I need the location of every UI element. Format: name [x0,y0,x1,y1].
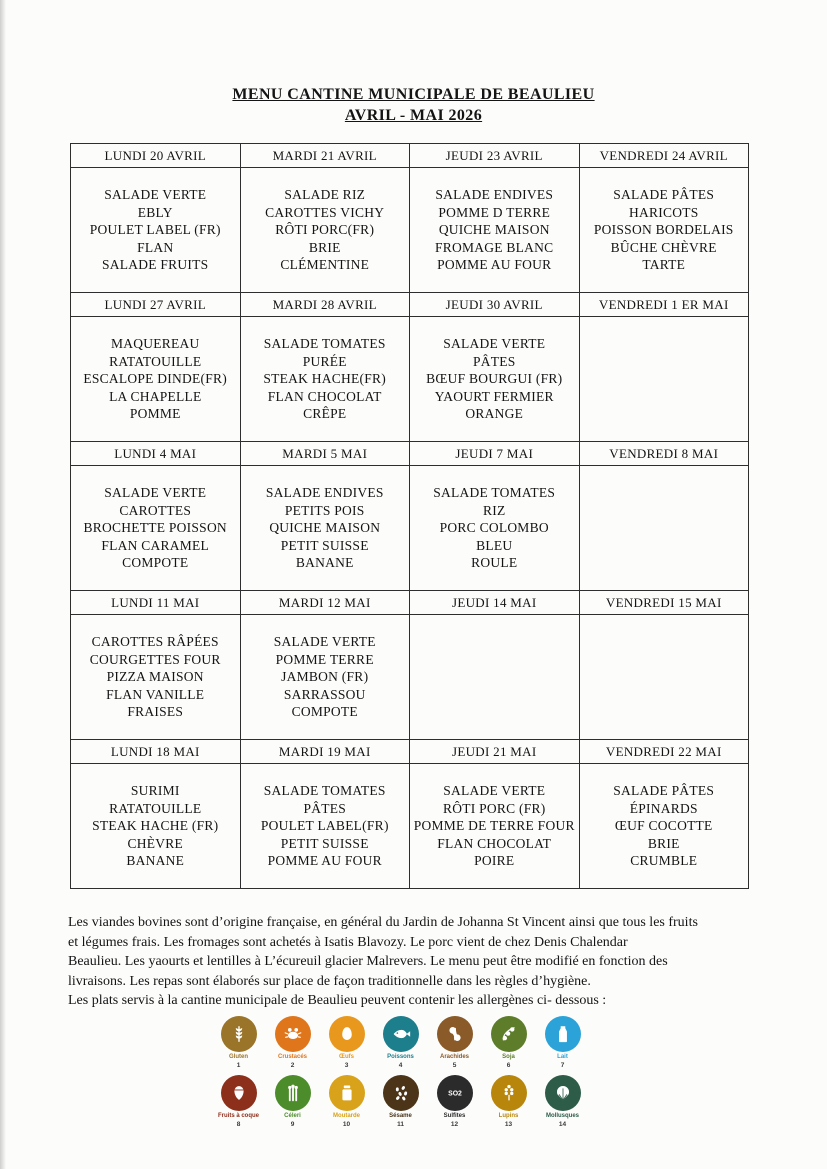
menu-item: PIZZA MAISON [106,669,204,685]
allergen-label: Sésame [389,1113,412,1119]
menu-item: SURIMI [130,783,180,799]
menu-item: CAROTTES RÂPÉES [91,634,219,650]
menu-cell [240,615,410,740]
menu-cell [410,466,580,591]
menu-item: POMME D TERRE [438,204,551,220]
menu-item: SALADE ENDIVES [435,187,554,203]
menu-cell [579,168,749,293]
scan-edge-artifact [0,0,6,1169]
day-header-cell: JEUDI 7 MAI [410,442,580,466]
menu-item: ÉPINARDS [629,800,698,816]
menu-cell [410,615,580,740]
allergen-label: Gluten [229,1054,248,1060]
allergen-number: 9 [290,1121,295,1128]
menu-item: SALADE ENDIVES [265,485,384,501]
allergen-item-1 [212,1016,266,1069]
allergen-label: Mollusques [545,1113,579,1119]
allergen-item-14 [536,1075,590,1128]
allergen-label: Crustacés [277,1054,307,1060]
day-header-cell: LUNDI 4 MAI [71,442,241,466]
menu-item: FLAN CHOCOLAT [267,388,382,404]
menu-item: POULET LABEL (FR) [89,222,221,238]
menu-item: CAROTTES [119,502,192,518]
week-3-menu-row [71,466,749,591]
menu-item: POIRE [474,853,515,869]
menu-item: SALADE PÂTES [613,187,715,203]
shell-icon [545,1075,581,1111]
day-header-cell: VENDREDI 24 AVRIL [579,144,749,168]
menu-item: SALADE TOMATES [263,336,386,352]
allergen-label: Œufs [339,1054,354,1060]
allergen-item-4 [374,1016,428,1069]
menu-item: COMPOTE [122,555,189,571]
menu-item: RATATOUILLE [109,800,202,816]
wheat-icon [221,1016,257,1052]
allergen-item-9 [266,1075,320,1128]
menu-item: FROMAGE BLANC [435,239,554,255]
menu-cell [71,764,241,889]
menu-item: SALADE RIZ [284,187,366,203]
menu-item: CHÈVRE [127,835,183,851]
allergen-item-8 [212,1075,266,1128]
menu-item: CAROTTES VICHY [265,204,385,220]
menu-cell [579,615,749,740]
allergen-number: 12 [450,1121,459,1128]
menu-cell [71,615,241,740]
menu-item: CRUMBLE [630,853,698,869]
menu-item: BRIE [308,239,341,255]
menu-item: CRÊPE [303,406,347,422]
menu-item: COURGETTES FOUR [89,651,221,667]
menu-cell [579,317,749,442]
week-1-menu-row [71,168,749,293]
allergen-number: 14 [558,1121,567,1128]
allergen-label: Céleri [284,1113,301,1119]
allergen-number: 5 [452,1062,457,1069]
allergen-item-7 [536,1016,590,1069]
menu-item: HARICOTS [628,204,699,220]
menu-item: COMPOTE [291,704,358,720]
allergen-number: 4 [398,1062,403,1069]
menu-item: PORC COLOMBO [439,520,549,536]
menu-item: EBLY [137,204,173,220]
week-4-day-header-row [71,591,749,615]
menu-item: BÛCHE CHÈVRE [610,239,717,255]
allergen-label: Lupins [498,1113,519,1119]
menu-item: ROULE [471,555,518,571]
allergen-number: 13 [504,1121,513,1128]
menu-cell [240,168,410,293]
day-header-cell: MARDI 19 MAI [240,740,410,764]
menu-item: FLAN CARAMEL [101,537,210,553]
week-2-menu-row [71,317,749,442]
menu-item: BRIE [647,835,680,851]
menu-table [70,143,749,889]
allergen-label: Soja [502,1054,515,1060]
allergen-number: 11 [397,1121,404,1128]
crab-icon [275,1016,311,1052]
day-header-cell: VENDREDI 22 MAI [579,740,749,764]
menu-item: POMME [129,406,181,422]
menu-cell [579,466,749,591]
allergen-number: 6 [506,1062,511,1069]
menu-item: POMME AU FOUR [437,257,552,273]
menu-item: FLAN [137,239,174,255]
menu-item: LA CHAPELLE [109,388,202,404]
allergen-row-1 [212,1016,590,1069]
menu-item: BLEU [476,537,513,553]
allergen-item-5 [428,1016,482,1069]
day-header-cell: VENDREDI 15 MAI [579,591,749,615]
menu-item: FRAISES [127,704,184,720]
menu-item: SALADE FRUITS [102,257,209,273]
menu-item: RATATOUILLE [109,353,202,369]
peanut-icon [437,1016,473,1052]
day-header-cell: VENDREDI 1 ER MAI [579,293,749,317]
allergen-item-11 [374,1075,428,1128]
menu-item: PÂTES [303,800,346,816]
menu-item: SALADE VERTE [443,783,546,799]
day-header-cell: MARDI 12 MAI [240,591,410,615]
menu-item: BROCHETTE POISSON [83,520,227,536]
day-header-cell: LUNDI 11 MAI [71,591,241,615]
menu-item: SALADE VERTE [104,485,207,501]
menu-item: ŒUF COCOTTE [614,818,713,834]
mustard-icon [329,1075,365,1111]
allergen-number: 10 [342,1121,351,1128]
menu-item: FLAN CHOCOLAT [437,835,552,851]
allergen-label: Moutarde [333,1113,360,1119]
day-header-cell: JEUDI 14 MAI [410,591,580,615]
menu-item: STEAK HACHE (FR) [92,818,219,834]
menu-cell [71,317,241,442]
sesame-icon [383,1075,419,1111]
allergen-item-3 [320,1016,374,1069]
svg-text:SO2: SO2 [447,1090,462,1098]
allergen-item-12 [428,1075,482,1128]
menu-item: PETITS POIS [284,502,365,518]
week-5-day-header-row [71,740,749,764]
allergen-item-13 [482,1075,536,1128]
celery-icon [275,1075,311,1111]
day-header-cell: JEUDI 23 AVRIL [410,144,580,168]
lupin-icon [491,1075,527,1111]
menu-item: SALADE VERTE [273,634,376,650]
menu-item: CLÉMENTINE [280,257,370,273]
allergen-label: Fruits à coque [217,1113,259,1119]
menu-item: ESCALOPE DINDE(FR) [83,371,228,387]
menu-item: SALADE VERTE [104,187,207,203]
allergen-label: Arachides [439,1054,469,1060]
menu-item: POISSON BORDELAIS [593,222,734,238]
day-header-cell: LUNDI 18 MAI [71,740,241,764]
footer-text-line: Les viandes bovines sont d’origine française, en général du Jardin de Johanna St Vincent ainsi que tous les fruits [68,915,698,930]
allergen-number: 2 [290,1062,295,1069]
menu-item: PURÉE [302,353,347,369]
menu-item: PETIT SUISSE [280,835,369,851]
footer-text-line: Les plats servis à la cantine municipale de Beaulieu peuvent contenir les allergènes ci- dessous : [68,993,607,1008]
fish-icon [383,1016,419,1052]
menu-item: ORANGE [465,406,524,422]
menu-item: YAOURT FERMIER [434,388,554,404]
allergen-number: 3 [344,1062,349,1069]
menu-cell [410,168,580,293]
menu-cell [71,168,241,293]
menu-cell [240,466,410,591]
menu-item: RÔTI PORC(FR) [275,222,375,238]
allergen-number: 7 [560,1062,565,1069]
allergen-label: Poissons [387,1054,414,1060]
menu-cell [240,317,410,442]
allergen-legend [0,1016,827,1128]
day-header-cell: JEUDI 21 MAI [410,740,580,764]
menu-item: STEAK HACHE(FR) [263,371,387,387]
menu-item: BANANE [295,555,354,571]
allergen-item-10 [320,1075,374,1128]
footer-text-line: livraisons. Les repas sont élaborés sur place de façon traditionnelle dans les règles d’hygiène. [68,973,591,989]
menu-item: POMME TERRE [275,651,374,667]
menu-cell [71,466,241,591]
menu-item: POMME DE TERRE FOUR [413,818,575,834]
allergen-item-2 [266,1016,320,1069]
menu-item: JAMBON (FR) [281,669,369,685]
nut-icon [221,1075,257,1111]
menu-cell [579,764,749,889]
day-header-cell: LUNDI 20 AVRIL [71,144,241,168]
soy-icon [491,1016,527,1052]
egg-icon [329,1016,365,1052]
day-header-cell: MARDI 21 AVRIL [240,144,410,168]
day-header-cell: VENDREDI 8 MAI [579,442,749,466]
menu-item: QUICHE MAISON [438,222,550,238]
menu-item: POMME AU FOUR [267,853,382,869]
menu-item: TARTE [642,257,686,273]
week-2-day-header-row [71,293,749,317]
day-header-cell: MARDI 28 AVRIL [240,293,410,317]
week-1-day-header-row [71,144,749,168]
footer-text-line: et légumes frais. Les fromages sont achetés à Isatis Blavozy. Le porc vient de chez Denis Chalendar [68,934,628,950]
menu-item: MAQUEREAU [111,336,200,352]
menu-item: PÂTES [472,353,516,369]
milk-icon [545,1016,581,1052]
menu-cell [410,317,580,442]
menu-item: FLAN VANILLE [106,686,205,702]
allergen-number: 8 [236,1121,241,1128]
day-header-cell: LUNDI 27 AVRIL [71,293,241,317]
day-header-cell: MARDI 5 MAI [240,442,410,466]
day-header-cell: JEUDI 30 AVRIL [410,293,580,317]
menu-item: RÔTI PORC (FR) [442,800,546,816]
menu-item: PETIT SUISSE [280,537,369,553]
week-3-day-header-row [71,442,749,466]
sulfites-icon [437,1075,473,1111]
menu-item: SALADE PÂTES [613,783,715,799]
menu-item: SALADE TOMATES [433,485,556,501]
allergen-label: Lait [557,1054,568,1060]
week-4-menu-row [71,615,749,740]
footer-text-line: Beaulieu. Les yaourts et lentilles à L’écureuil glacier Malrevers. Le menu peut être modifié en fonction des [68,954,668,969]
footer-paragraph [68,913,762,1011]
menu-cell [240,764,410,889]
allergen-item-6 [482,1016,536,1069]
menu-item: POULET LABEL(FR) [260,818,389,834]
menu-item: QUICHE MAISON [269,520,381,536]
menu-item: BŒUF BOURGUI (FR) [426,371,563,387]
menu-item: SALADE VERTE [443,336,546,352]
menu-item: SARRASSOU [283,686,366,702]
page-subtitle: AVRIL - MAI 2026 [344,107,483,124]
allergen-label: Sulfites [443,1113,466,1119]
menu-cell [410,764,580,889]
menu-item: BANANE [126,853,185,869]
allergen-number: 1 [236,1062,241,1069]
menu-item: RIZ [483,502,506,518]
menu-item: SALADE TOMATES [263,783,386,799]
allergen-row-2 [212,1075,590,1128]
document-header [0,84,827,126]
week-5-menu-row [71,764,749,889]
page-title: MENU CANTINE MUNICIPALE DE BEAULIEU [232,86,595,103]
